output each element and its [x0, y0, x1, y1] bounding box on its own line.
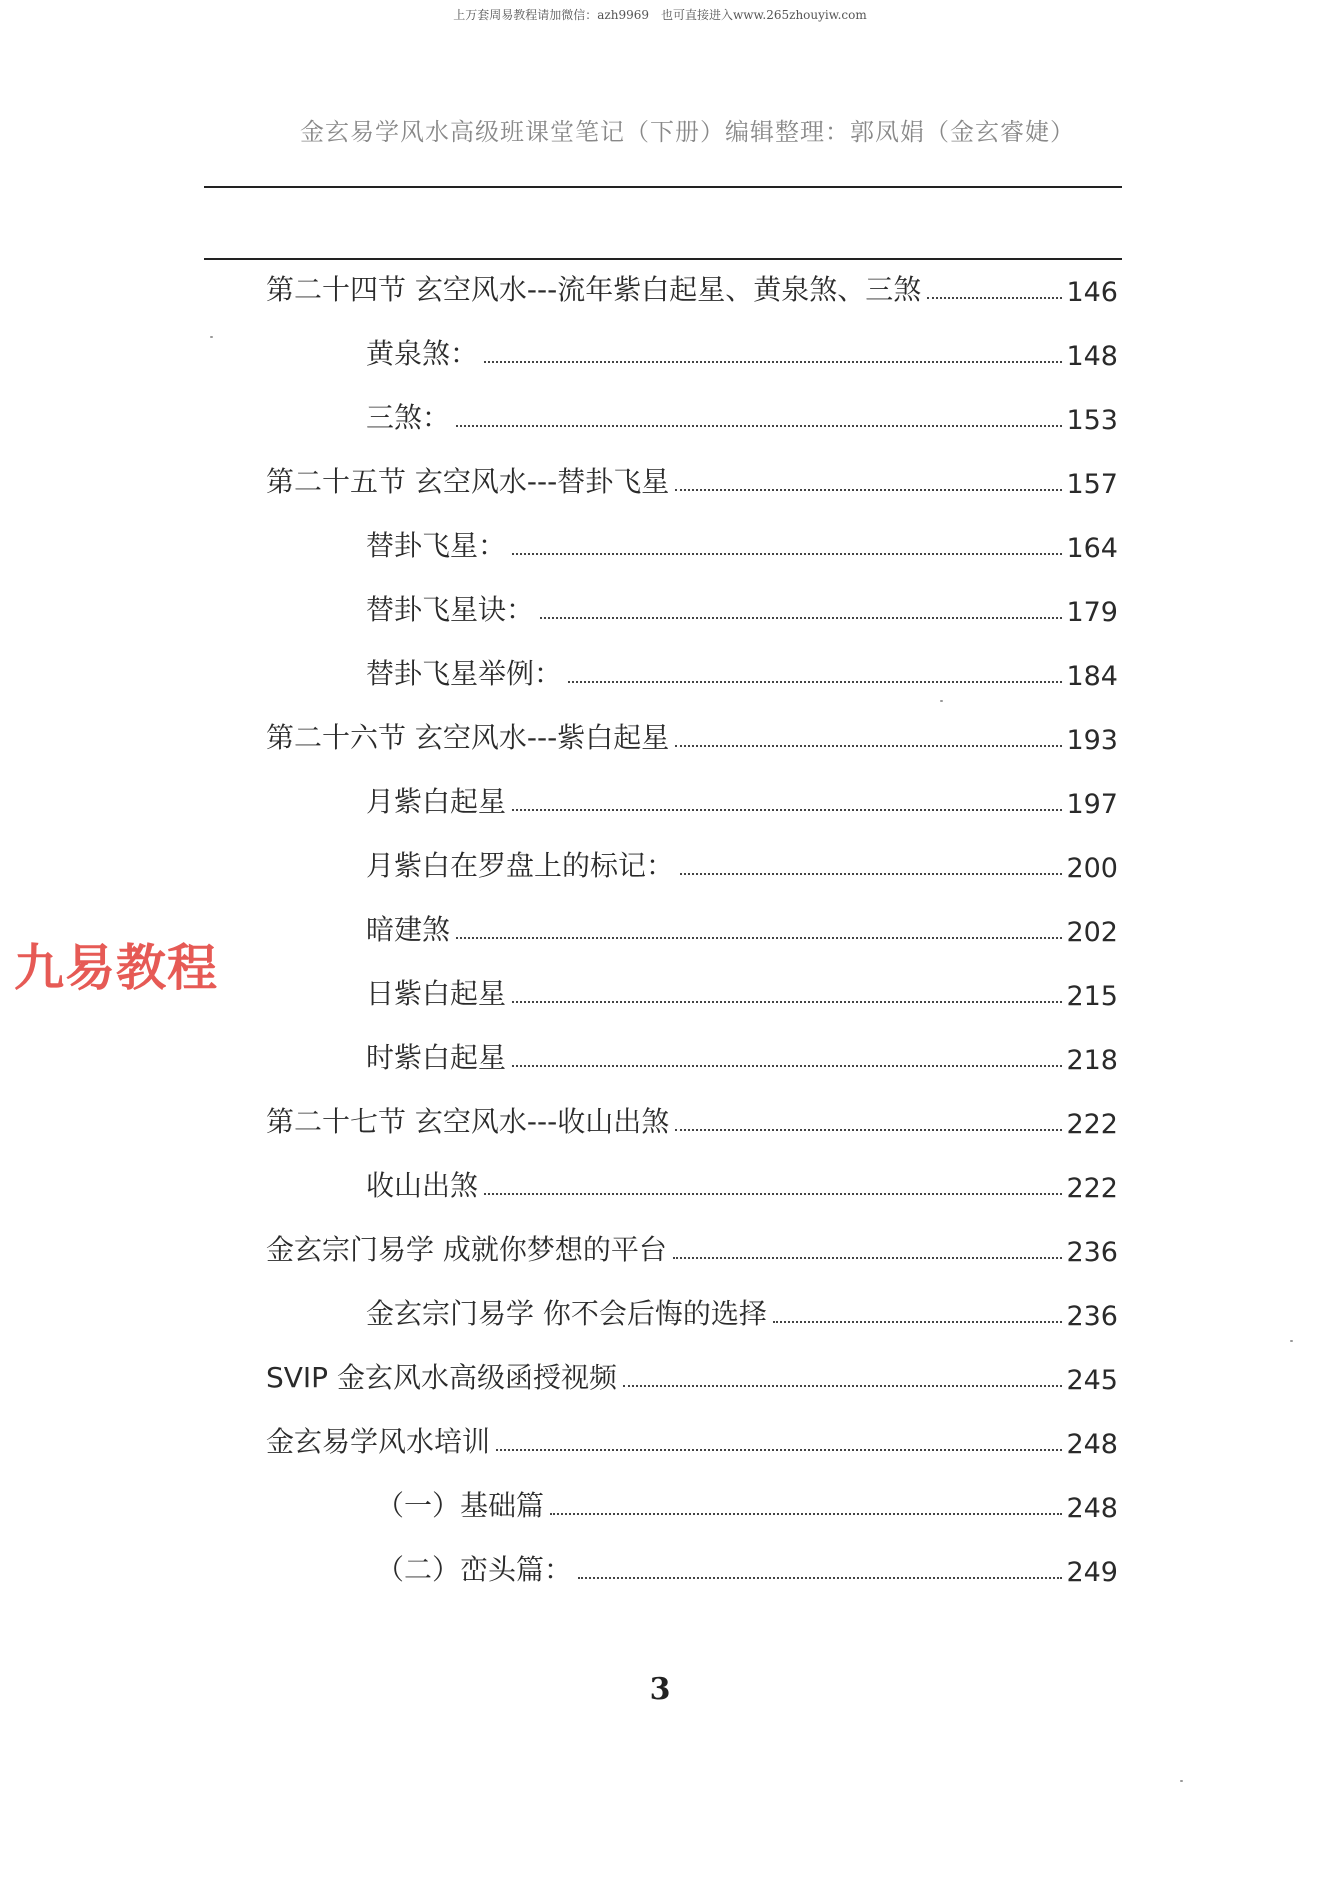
dot-leader: [512, 1001, 1062, 1003]
page-number: 3: [649, 1672, 671, 1707]
toc-entry-title: 替卦飞星：: [366, 529, 507, 562]
dot-leader: [496, 1449, 1062, 1451]
toc-entry-page: 153: [1066, 405, 1118, 436]
dot-leader: [456, 937, 1062, 939]
toc-entry-title: 第二十六节 玄空风水---紫白起星: [266, 721, 670, 754]
dot-leader: [675, 489, 1062, 491]
toc-entry-title: 金玄宗门易学 你不会后悔的选择: [366, 1297, 767, 1330]
toc-entry-title: SVIP 金玄风水高级函授视频: [266, 1361, 617, 1394]
dot-leader: [675, 745, 1062, 747]
toc-entry-page: 249: [1066, 1557, 1118, 1588]
toc-entry-page: 200: [1066, 853, 1118, 884]
scan-speck: [1180, 1780, 1183, 1782]
watermark-logo: 九易教程: [14, 939, 218, 997]
header-divider: [204, 186, 1122, 188]
toc-entry[interactable]: [366, 904, 1118, 948]
toc-entry-title: 收山出煞: [366, 1169, 479, 1202]
dot-leader: [673, 1257, 1063, 1259]
dot-leader: [456, 425, 1062, 427]
scan-speck: [1290, 1340, 1293, 1342]
toc-entry[interactable]: [366, 584, 1118, 628]
dot-leader: [512, 553, 1062, 555]
toc-entry[interactable]: [266, 456, 1118, 500]
toc-entry-title: 第二十五节 玄空风水---替卦飞星: [266, 465, 670, 498]
dot-leader: [623, 1385, 1062, 1387]
scan-speck: [210, 336, 213, 338]
toc-entry-title: 金玄宗门易学 成就你梦想的平台: [266, 1233, 667, 1266]
toc-top-divider: [204, 258, 1122, 260]
toc-entry-title: 月紫白起星: [366, 785, 507, 818]
toc-entry-title: （一）基础篇: [376, 1489, 545, 1522]
dot-leader: [540, 617, 1062, 619]
toc-entry[interactable]: [366, 328, 1118, 372]
toc-entry-page: 157: [1066, 469, 1118, 500]
dot-leader: [550, 1513, 1062, 1515]
toc-entry-page: 218: [1066, 1045, 1118, 1076]
toc-entry-page: 245: [1066, 1365, 1118, 1396]
dot-leader: [512, 809, 1062, 811]
toc-entry-title: 月紫白在罗盘上的标记：: [366, 849, 675, 882]
toc-entry[interactable]: [366, 776, 1118, 820]
scan-speck: [940, 700, 943, 702]
toc-entry[interactable]: [366, 968, 1118, 1012]
toc-entry-title: 黄泉煞：: [366, 337, 479, 370]
toc-entry-page: 179: [1066, 597, 1118, 628]
dot-leader: [773, 1321, 1063, 1323]
toc-entry-page: 222: [1066, 1109, 1118, 1140]
toc-entry-title: 金玄易学风水培训: [266, 1425, 491, 1458]
toc-entry[interactable]: [266, 712, 1118, 756]
dot-leader: [512, 1065, 1062, 1067]
toc-entry[interactable]: [266, 1096, 1118, 1140]
toc-entry-title: 第二十七节 玄空风水---收山出煞: [266, 1105, 670, 1138]
toc-entry-title: 替卦飞星举例：: [366, 657, 563, 690]
toc-entry-page: 193: [1066, 725, 1118, 756]
toc-entry-title: 替卦飞星诀：: [366, 593, 535, 626]
toc-entry-page: 197: [1066, 789, 1118, 820]
dot-leader: [927, 297, 1062, 299]
dot-leader: [675, 1129, 1062, 1131]
page-header: 金玄易学风水高级班课堂笔记（下册）编辑整理：郭凤娟（金玄睿婕）: [300, 118, 1075, 146]
toc-entry[interactable]: [266, 1224, 1118, 1268]
dot-leader: [680, 873, 1062, 875]
toc-entry-page: 148: [1066, 341, 1118, 372]
toc-entry[interactable]: [376, 1480, 1118, 1524]
toc-entry[interactable]: [366, 392, 1118, 436]
toc-entry-page: 236: [1066, 1301, 1118, 1332]
toc-entry-title: 日紫白起星: [366, 977, 507, 1010]
toc-entry-page: 222: [1066, 1173, 1118, 1204]
dot-leader: [484, 1193, 1062, 1195]
toc-entry-page: 215: [1066, 981, 1118, 1012]
toc-entry[interactable]: [366, 1160, 1118, 1204]
toc-entry[interactable]: [266, 1416, 1118, 1460]
toc-entry-page: 248: [1066, 1493, 1118, 1524]
toc-entry-title: 暗建煞: [366, 913, 451, 946]
toc-entry[interactable]: [366, 1032, 1118, 1076]
dot-leader: [578, 1577, 1062, 1579]
toc-entry[interactable]: [366, 1288, 1118, 1332]
toc-entry-page: 146: [1066, 277, 1118, 308]
toc-entry-page: 202: [1066, 917, 1118, 948]
toc-entry[interactable]: [366, 520, 1118, 564]
top-note: 上万套周易教程请加微信：azh9969 也可直接进入www.265zhouyiw.com: [453, 8, 867, 22]
toc-entry[interactable]: [376, 1544, 1118, 1588]
toc-entry[interactable]: [366, 840, 1118, 884]
toc-entry-title: 时紫白起星: [366, 1041, 507, 1074]
toc-entry[interactable]: [266, 1352, 1118, 1396]
toc-entry-page: 164: [1066, 533, 1118, 564]
dot-leader: [484, 361, 1062, 363]
dot-leader: [568, 681, 1062, 683]
toc-entry-title: 三煞：: [366, 401, 451, 434]
toc-entry[interactable]: [266, 264, 1118, 308]
toc-entry-page: 184: [1066, 661, 1118, 692]
toc-entry-page: 248: [1066, 1429, 1118, 1460]
toc-entry-page: 236: [1066, 1237, 1118, 1268]
toc-entry[interactable]: [366, 648, 1118, 692]
toc-entry-title: （二）峦头篇：: [376, 1553, 573, 1586]
toc-entry-title: 第二十四节 玄空风水---流年紫白起星、黄泉煞、三煞: [266, 273, 922, 306]
